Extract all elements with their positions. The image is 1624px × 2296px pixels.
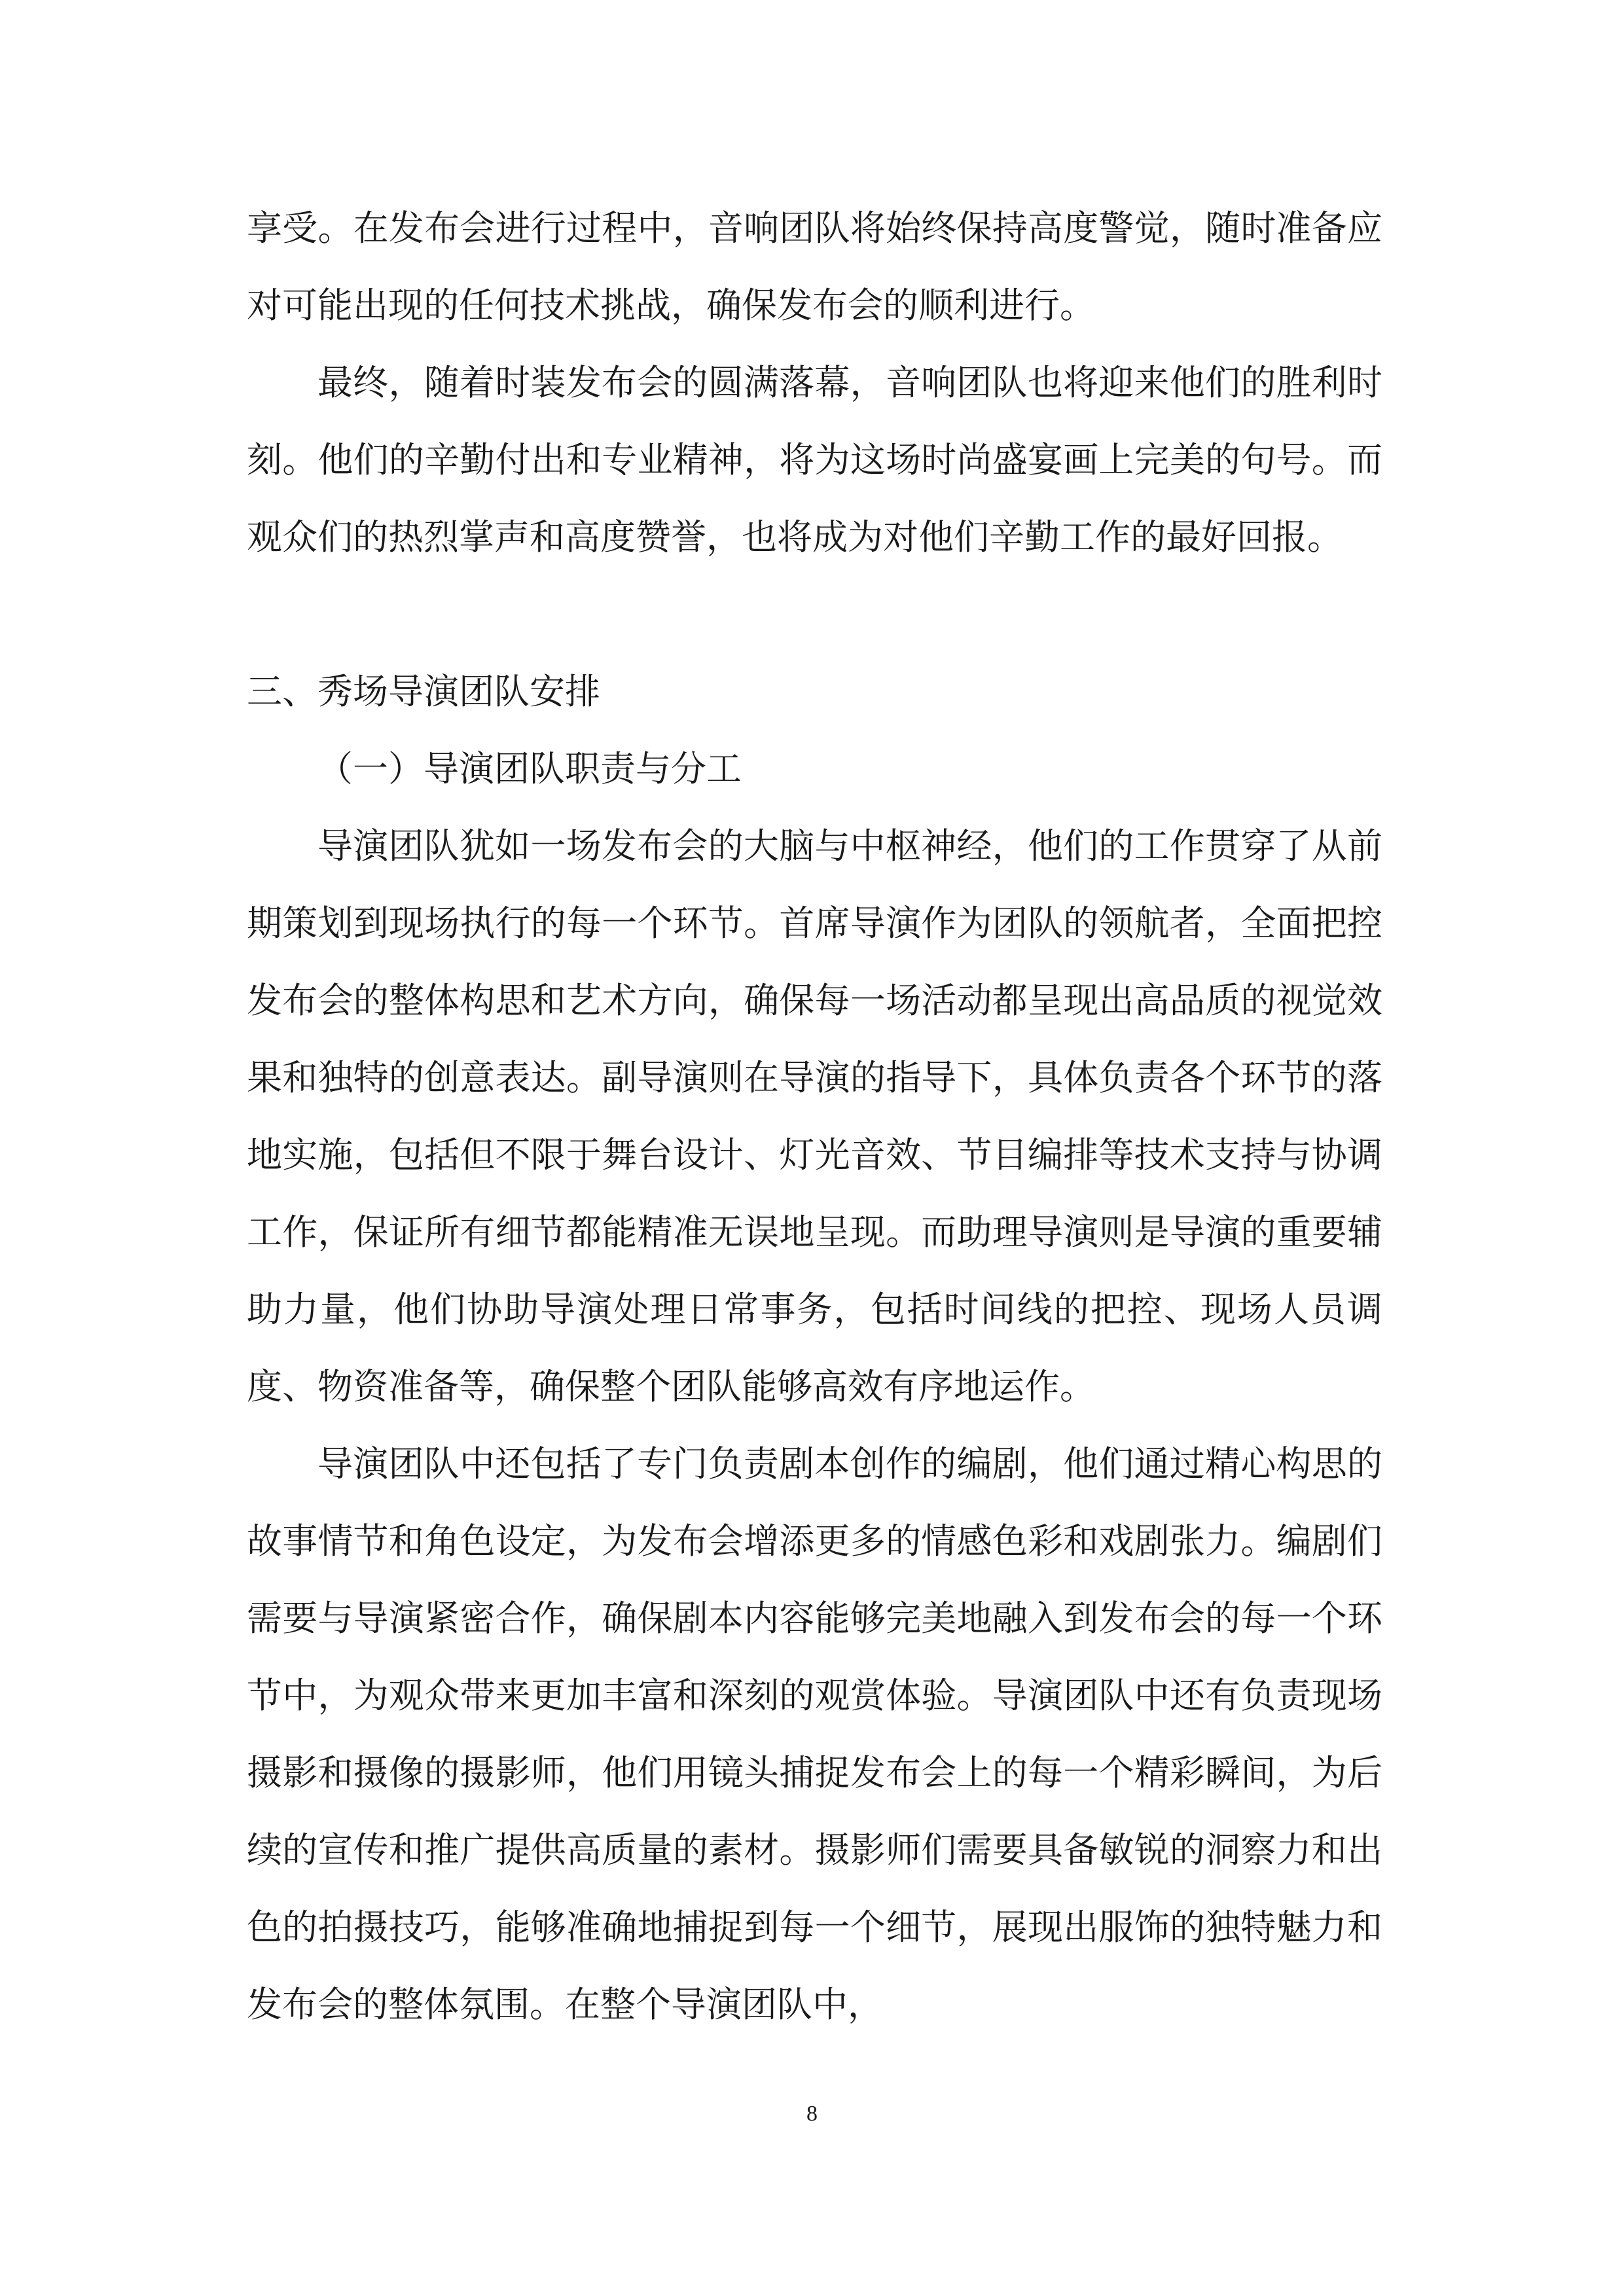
paragraph-continued: 享受。在发布会进行过程中，音响团队将始终保持高度警觉，随时准备应对可能出现的任何技术挑战，确保发布会的顺利进行。 [247,207,1382,326]
paragraph-director-roles: 导演团队犹如一场发布会的大脑与中枢神经，他们的工作贯穿了从前期策划到现场执行的每一个环节。首席导演作为团队的领航者，全面把控发布会的整体构思和艺术方向，确保每一场活动都呈现出高品质的视觉效果和独特的创意表达。副导演则在导演的指导下，具体负责各个环节的落地实施，包括但不限于舞台设计、灯光音效、节目编排等技术支持与协调工作，保证所有细节都能精准无误地呈现。而助理导演则是导演的重要辅助力量，他们协助导演处理日常事务，包括时间线的把控、现场人员调度、物资准备等，确保整个团队能够高效有序地运作。 [247,825,1382,1407]
section-spacer [247,576,1382,653]
section-heading: 三、秀场导演团队安排 [247,671,600,712]
paragraph-screenwriters-photographers: 导演团队中还包括了专门负责剧本创作的编剧，他们通过精心构思的故事情节和角色设定，为发布会增添更多的情感色彩和戏剧张力。编剧们需要与导演紧密合作，确保剧本内容能够完美地融入到发布会的每一个环节中，为观众带来更加丰富和深刻的观赏体验。导演团队中还有负责现场摄影和摄像的摄影师，他们用镜头捕捉发布会上的每一个精彩瞬间，为后续的宣传和推广提供高质量的素材。摄影师们需要具备敏锐的洞察力和出色的拍摄技巧，能够准确地捕捉到每一个细节，展现出服饰的独特魅力和发布会的整体氛围。在整个导演团队中， [247,1443,1382,2025]
page-body [247,190,1382,2043]
subsection-heading: （一）导演团队职责与分工 [317,748,742,789]
page-number: 8 [806,2102,818,2126]
paragraph-conclusion: 最终，随着时装发布会的圆满落幕，音响团队也将迎来他们的胜利时刻。他们的辛勤付出和专业精神，将为这场时尚盛宴画上完美的句号。而观众们的热烈掌声和高度赞誉，也将成为对他们辛勤工作的最好回报。 [247,362,1382,558]
